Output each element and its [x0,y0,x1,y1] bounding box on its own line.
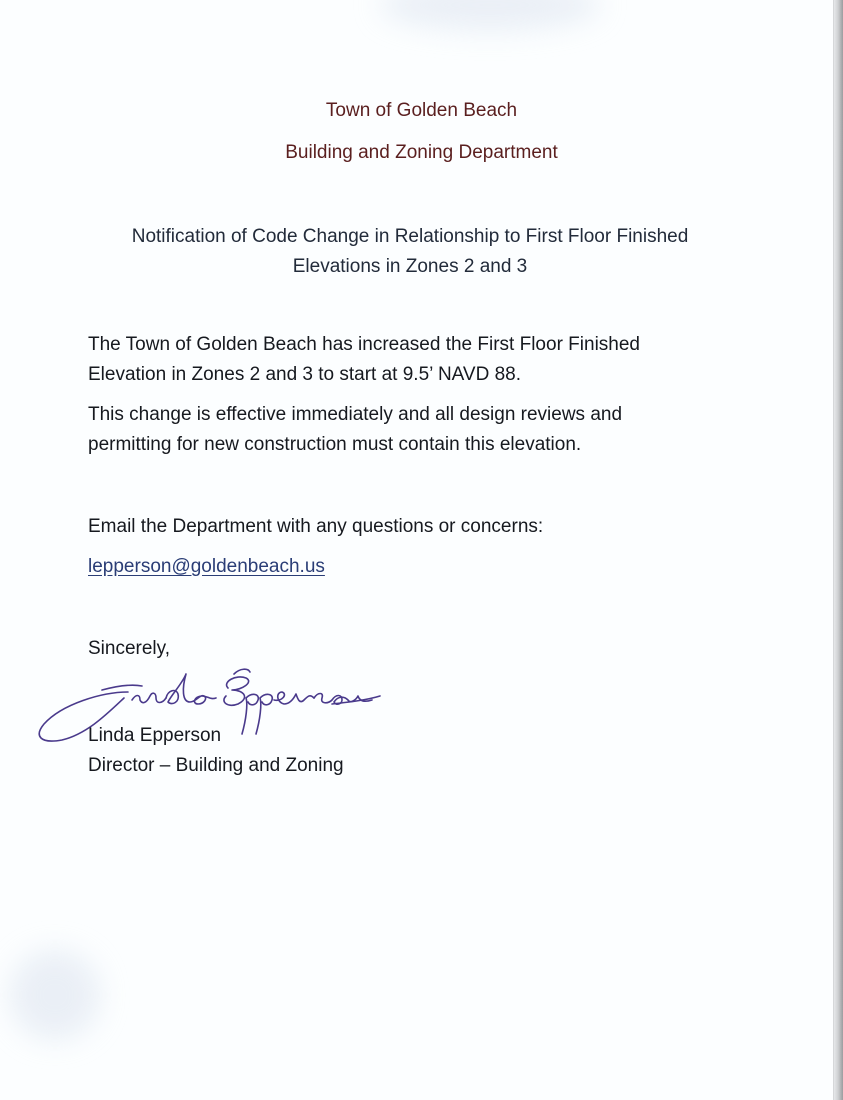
contact-prompt: Email the Department with any questions or concerns: [88,516,544,537]
paragraph-2-line-2: permitting for new construction must contain this elevation. [88,434,582,455]
scan-edge-shadow [834,0,843,1100]
body-paragraph-1 [88,330,728,390]
salutation: Sincerely, [88,638,171,659]
department-name: Building and Zoning Department [285,142,558,163]
scan-smudge-bottom [10,950,100,1040]
subject-line-1: Notification of Code Change in Relationship to First Floor Finished [131,226,689,247]
scan-smudge-top [380,0,600,30]
signatory-name: Linda Epperson [88,725,222,746]
signatory-block [88,721,344,781]
paragraph-1-line-2: Elevation in Zones 2 and 3 to start at 9.5’ NAVD 88. [88,364,522,385]
subject-line-2: Elevations in Zones 2 and 3 [292,256,528,277]
paragraph-2-line-1: This change is effective immediately and all design reviews and [88,404,623,425]
notice-subject [100,222,720,282]
signatory-title: Director – Building and Zoning [88,755,344,776]
body-paragraph-2 [88,400,728,460]
contact-email-link[interactable]: lepperson@goldenbeach.us [88,556,325,577]
organization-name: Town of Golden Beach [325,100,518,121]
paragraph-1-line-1: The Town of Golden Beach has increased the First Floor Finished [88,334,640,355]
